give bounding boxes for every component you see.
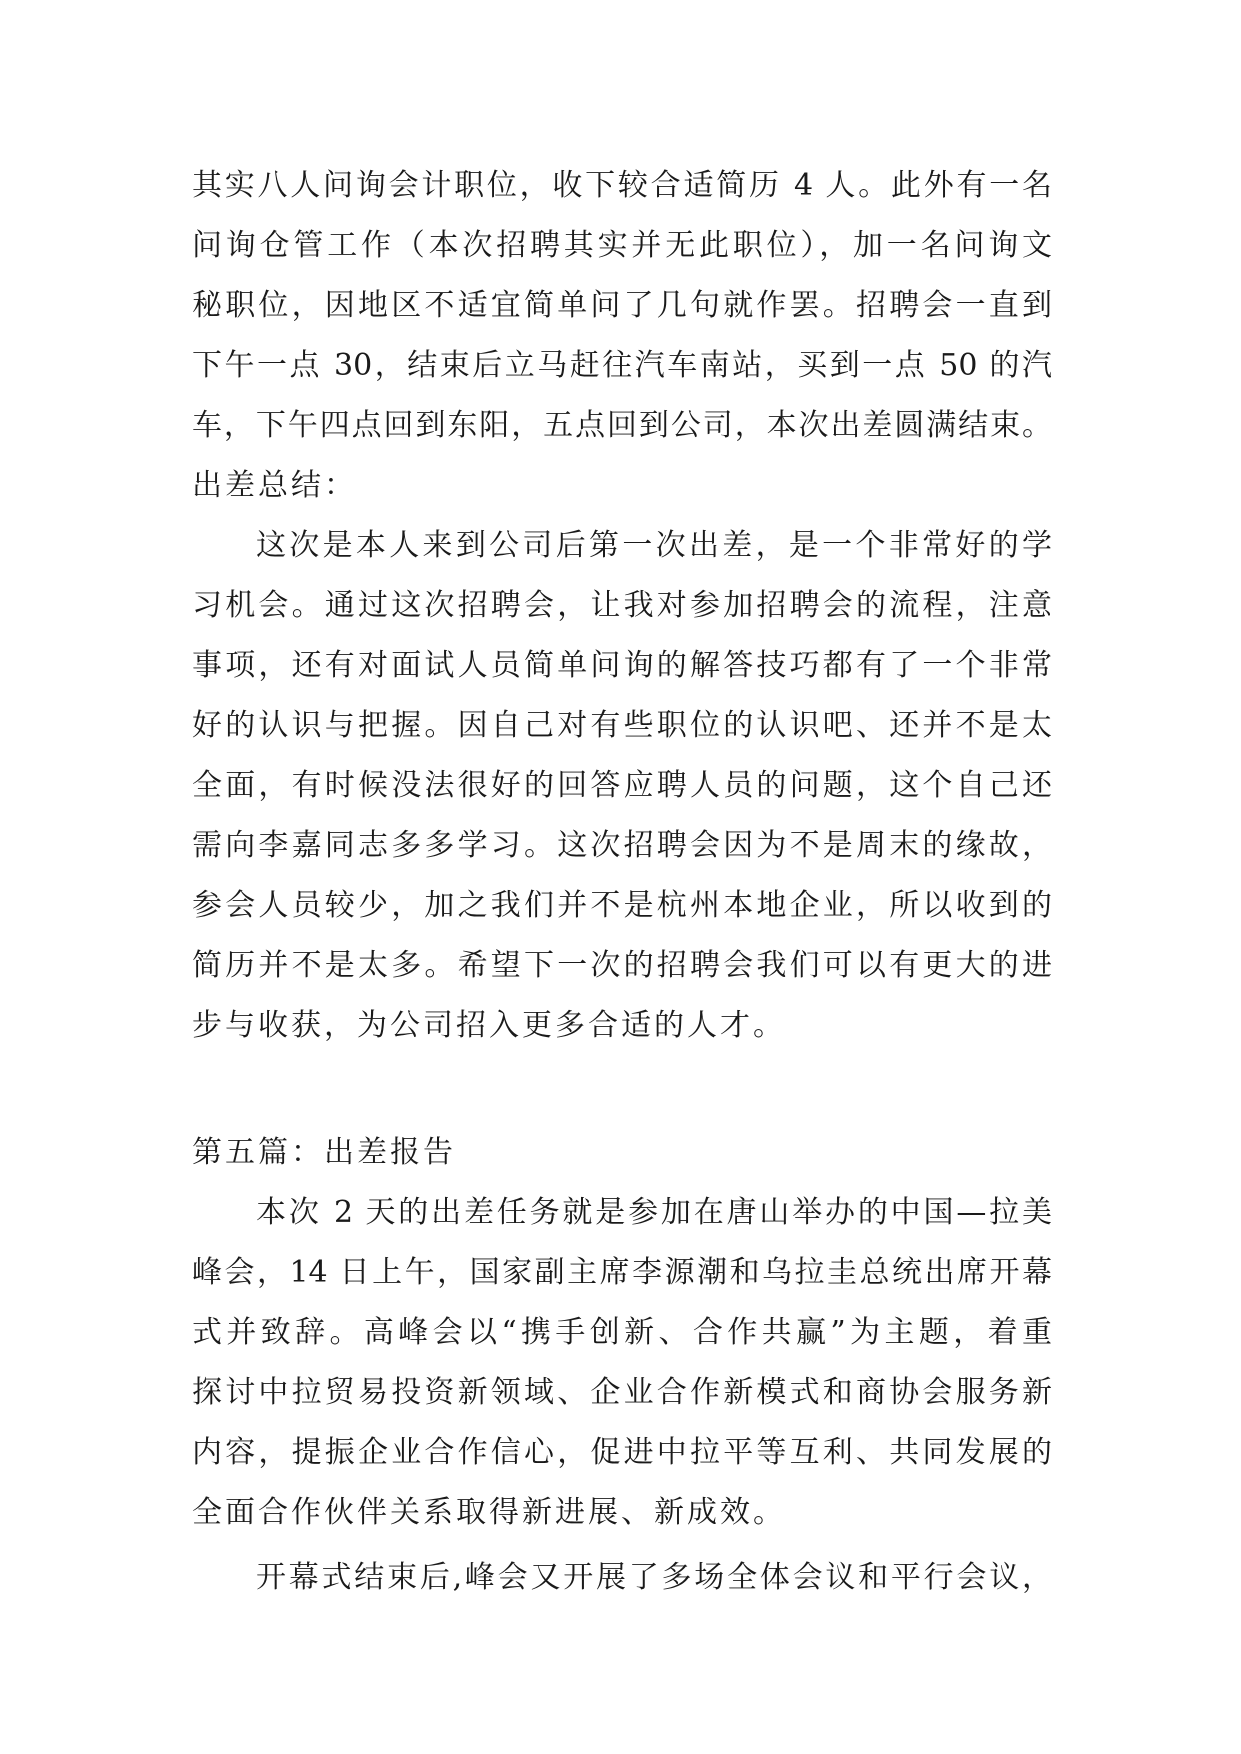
text-line: 车，下午四点回到东阳，五点回到公司，本次出差圆满结束。 (192, 408, 1052, 443)
text-line: 其实八人问询会计职位，收下较合适简历 4 人。此外有一名 (192, 168, 1052, 203)
text-line: 下午一点 30，结束后立马赶往汽车南站，买到一点 50 的汽 (192, 348, 1052, 383)
text-line: 习机会。通过这次招聘会，让我对参加招聘会的流程，注意 (192, 588, 1052, 623)
text-line: 峰会，14 日上午，国家副主席李源潮和乌拉圭总统出席开幕 (192, 1255, 1052, 1290)
text-line: 内容，提振企业合作信心，促进中拉平等互利、共同发展的 (192, 1435, 1052, 1470)
text-line: 探讨中拉贸易投资新领域、企业合作新模式和商协会服务新 (192, 1375, 1052, 1410)
text-line: 全面，有时候没法很好的回答应聘人员的问题，这个自己还 (192, 768, 1052, 803)
text-line: 好的认识与把握。因自己对有些职位的认识吧、还并不是太 (192, 708, 1052, 743)
text-line: 全面合作伙伴关系取得新进展、新成效。 (192, 1495, 786, 1530)
text-line: 本次 2 天的出差任务就是参加在唐山举办的中国—拉美 (256, 1195, 1052, 1230)
text-line: 这次是本人来到公司后第一次出差，是一个非常好的学 (256, 528, 1052, 563)
text-line: 式并致辞。高峰会以“携手创新、合作共赢”为主题，着重 (192, 1315, 1052, 1350)
text-line: 简历并不是太多。希望下一次的招聘会我们可以有更大的进 (192, 948, 1052, 983)
text-line: 开幕式结束后,峰会又开展了多场全体会议和平行会议， (256, 1560, 1052, 1595)
text-line: 参会人员较少，加之我们并不是杭州本地企业，所以收到的 (192, 888, 1052, 923)
chapter-heading: 第五篇：出差报告 (192, 1135, 456, 1170)
text-line: 步与收获，为公司招入更多合适的人才。 (192, 1008, 786, 1043)
text-line: 需向李嘉同志多多学习。这次招聘会因为不是周末的缘故， (192, 828, 1052, 863)
text-line: 问询仓管工作（本次招聘其实并无此职位），加一名问询文 (192, 228, 1052, 263)
summary-heading: 出差总结： (192, 468, 357, 503)
text-line: 秘职位，因地区不适宜简单问了几句就作罢。招聘会一直到 (192, 288, 1052, 323)
text-line: 事项，还有对面试人员简单问询的解答技巧都有了一个非常 (192, 648, 1052, 683)
